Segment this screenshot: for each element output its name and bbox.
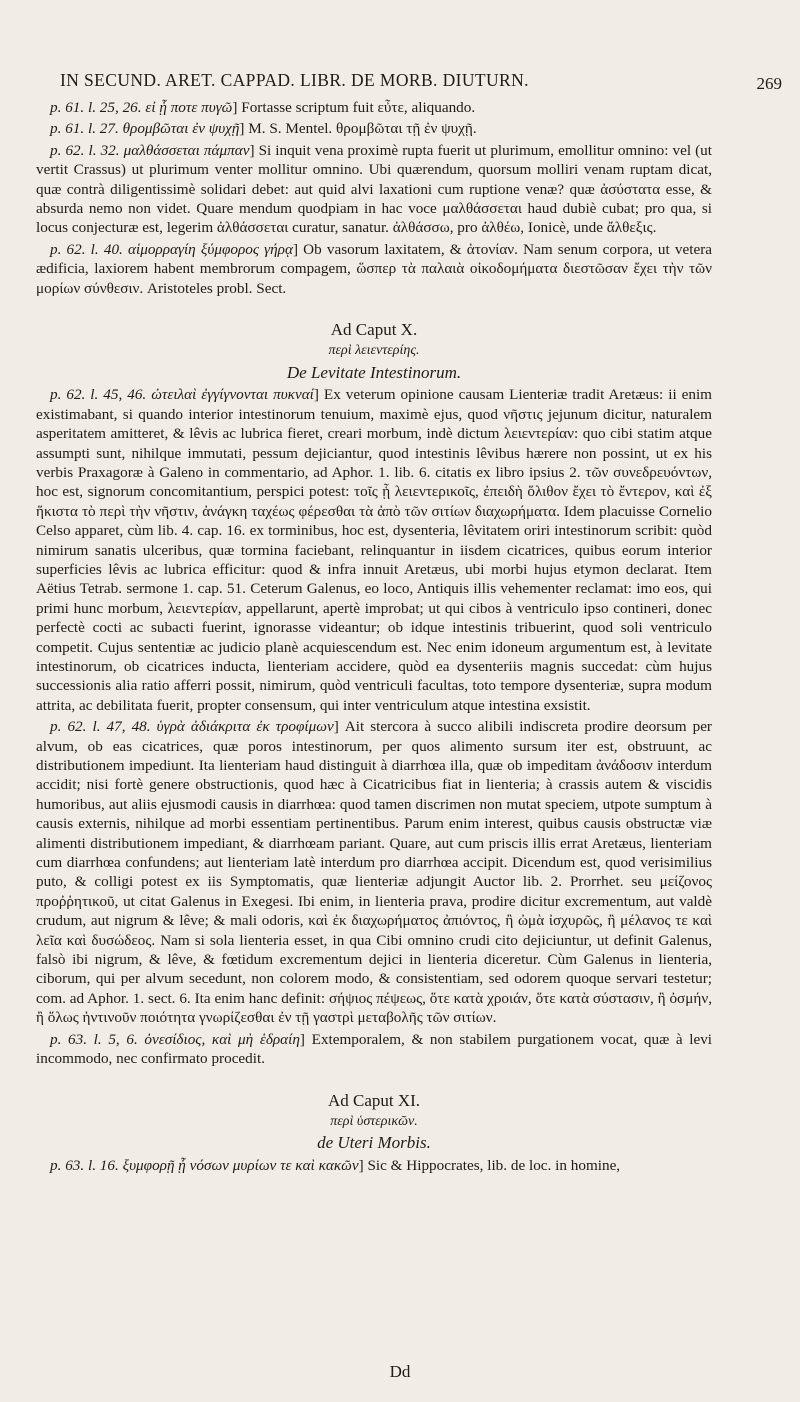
note-reference: p. 62. l. 45, 46. bbox=[50, 386, 147, 404]
note-lemma: εἰ ᾗ ποτε πυγῶ bbox=[145, 99, 233, 116]
note-paragraph bbox=[36, 141, 712, 238]
note-lemma: αἱμορραγίη ξύμφορος γήρᾳ bbox=[128, 240, 293, 258]
chapter-greek-title: περὶ λειεντερίης. bbox=[328, 343, 420, 359]
note-lemma: ὀνεσίδιος, καὶ μὴ ἑδραίη bbox=[144, 1030, 300, 1048]
signature-mark: Dd bbox=[389, 1362, 411, 1381]
note-text: ] Ait stercora à succo alibili indiscreta prodire deorsum per alvum, ob eas cicatrices, quæ poros intestinorum, per quos alimento sursum iter est, obstruunt, ac distributionem impediunt. Ita lienteriam haud distinguit à diarrhœa illa, quæ ob impeditam ἀνάδοσιν interdum accidit; nisi fortè genere obstructionis, quod hæc à Cicatricibus fiat in lienteria; à crassis autem & viscidis humoribus, aut aliis ejusmodi causis in diarrhœa: quod tamen discrimen non mutat speciem, utpote sumptum à causis externis, nihilque ad morbi essentiam pertinentibus. Parum enim interest, quibus causis obstructæ viæ alimenti distributionem impediant, & diarrhœam pariant. Quare, aut cum priscis illis errat Aretæus, lienteriam cum diarrhœa confundens; aut lienteriam latè interdum pro diarrhœa accipit. Dicendum est, quod verisimilius puto, & colligi potest ex iis Symptomatis, quæ lienteriæ adjungit Auctor lib. 2. Prorrhet. seu μείζονος προῤῥητικοῦ, ut citat Galenus in Exegesi. Ibi enim, in lienteria prava, prodire dicitur excrementum, aut valdè crudum, aut nigrum & lêve; & mali odoris, καὶ ἐκ διαχωρήματος ἀπιόντος, ἢ ὠμὰ ἰσχυρῶς, ἢ μέλανος τε καὶ λεῖα καὶ δυσώδεος. Nam si sola lienteria esset, in qua Cibi omnino crudi cito dejiciuntur, ut definit Galenus, falsò ibi nigrum, & lêve, & fœtidum excrementum dejici in lienteria diceretur. Cùm Galenus in lienteria, ciborum, qui per alvum secedunt, non colorem modo, & consistentiam, sed odorem quoque servari testetur; com. ad Aphor. 1. sect. 6. Ita enim hanc definit: σήψιος πέψεως, ὅτε κατὰ χροιάν, ὅτε κατὰ σύστασιν, ἢ ὀσμήν, ἢ ὅλως ἡντινοῦν ποιότητα γνωρίζεσθαι ἐν τῇ γαστρὶ μεταβολῆς τῶν σιτίων. bbox=[36, 718, 712, 1027]
note-text: ] Extemporalem, & non stabilem purgationem vocat, quæ à levi incommodo, nec confirmato procedit. bbox=[36, 1030, 713, 1068]
note-text: ] Si inquit vena proximè rupta fuerit ut plurimum, emollitur omnino: vel (ut vertit Crassus) ut plurimum venter mollitur omnino. Ubi quærendum, quorsum molliri venam ruptam dicat, quæ contrà diligentissimè solidari debet: aut quid alvi laxationi cum ruptione venæ? quæ ἀσύστατα esse, & absurda nemo non videt. Quare mendum quodpiam in hac voce μαλθάσσεται haud dubiè cubat; pro qua, si locus conjecturæ est, legerim ἀλθάσσεται curatur, sanatur. ἀλθάσσω, pro ἀλθέω, Ionicè, unde ἄλθεξις. bbox=[36, 141, 712, 237]
note-paragraph bbox=[36, 1156, 712, 1175]
note-reference: p. 62. l. 32. bbox=[50, 141, 120, 159]
note-reference: p. 61. l. 25, 26. bbox=[50, 99, 142, 116]
chapter-greek-title: περὶ ὑστερικῶν. bbox=[330, 1113, 418, 1129]
note-paragraph bbox=[36, 385, 712, 715]
note-text: ] M. S. Mentel. θρομβῶται τῇ ἐν ψυχῇ. bbox=[239, 120, 477, 138]
note-paragraph bbox=[36, 98, 712, 117]
note-text: ] Sic & Hippocrates, lib. de loc. in homine, bbox=[358, 1156, 621, 1174]
note-reference: p. 63. l. 5, 6. bbox=[50, 1030, 138, 1048]
commentary-body bbox=[36, 98, 712, 1175]
note-reference: p. 63. l. 16. bbox=[50, 1156, 119, 1174]
note-paragraph bbox=[36, 1030, 712, 1069]
running-head: IN SECUND. ARET. CAPPAD. LIBR. DE MORB. DIUTURN. bbox=[60, 70, 529, 90]
page-number: 269 bbox=[756, 74, 782, 93]
note-lemma: ὠτειλαὶ ἐγγίγνονται πυκναί bbox=[151, 386, 314, 404]
note-lemma: θρομβῶται ἐν ψυχῇ bbox=[122, 120, 240, 138]
note-reference: p. 62. l. 47, 48. bbox=[50, 718, 151, 736]
note-text: ] Fortasse scriptum fuit εὖτε, aliquando. bbox=[232, 99, 476, 116]
note-text: ] Ob vasorum laxitatem, & ἀτονίαν. Nam senum corpora, ut vetera ædificia, laxiorem habent membrorum compagem, ὥσπερ τὰ παλαιὰ οἰκοδομήματα διεστῶσαν ἔχει τὴν τῶν μορίων σύνθεσιν. Aristoteles probl. Sect. bbox=[36, 240, 712, 297]
note-paragraph bbox=[36, 717, 712, 1028]
note-lemma: μαλθάσσεται πάμπαν bbox=[123, 141, 250, 159]
note-reference: p. 61. l. 27. bbox=[50, 120, 119, 138]
note-text: ] Ex veterum opinione causam Lienteriæ tradit Aretæus: ii enim existimabant, si quando interior intestinorum tenuium, maximè ejus, quod νῆστις jejunum dicitur, naturalem asperitatem amitteret, & lêvis ac lubrica fieret, creari morbum, indè dictum λειεντερίαν: quo cibi statim atque assumpti sunt, nihilque immutati, pessum dejiciantur, quod intestinis lêvibus hærere non possint, ut ex his verbis Praxagoræ à Galeno in commentario, ad Aphor. 1. lib. 6. citatis ex libro ipsius 2. τῶν συνεδρευόντων, hoc est, signorum concomitantium, perspici potest: τοῖς ᾗ λειεντερικοῖς, ἐπειδὴ ὅλιθον ἔχει τὸ ἔντερον, καὶ ἐξ ἥκιστα τὸ περὶ τὴν νῆστιν, ἀνάγκη ταχέως φέρεσθαι τὰ ἀπὸ τῶν σιτίων διαχωρήματα. Idem placuisse Cornelio Celso apparet, cùm lib. 4. cap. 16. ex torminibus, hoc est, dysenteria, lêvitatem oriri intestinorum scribit: quòd nimirum sanatis ulceribus, quæ tormina faciebant, relinquantur in iisdem cicatrices, quibus eorum interior superficies lêvis ac lubrica efficitur: quod & infra innuit Aretæus, ubi morbi hujus etymon declarat. Item Aëtius Tetrab. sermone 1. cap. 51. Ceterum Galenus, eo loco, Antiquis illis vehementer reclamat: imo eos, qui primi hunc morbum, λειεντερίαν, appellarunt, apertè improbat; ut qui cibos à ventriculo ipso contineri, donec perfectè cocti ac subacti fuerint, ignorasse videantur; ob idque intestinis tribuerint, quod soli ventriculo competit. Cujus sententiæ ac judicio planè acquiescendum est. Nec enim idoneum argumentum est, à levitate intestinorum, ob cicatrices inducta, lienteriam accidere, quòd ea dysenteriis magnis succedat: cùm hujus successionis alia ratio afferri possit, nimirum, quòd ventriculi facultas, toto tempore dysenteriæ, supra modum attrita, ac debilitata fuerit, propter consensum, qui inter ventriculum atque intestina exsistit. bbox=[36, 386, 712, 714]
note-reference: p. 62. l. 40. bbox=[50, 240, 123, 258]
chapter-heading: Ad Caput X. bbox=[330, 320, 418, 340]
chapter-heading: Ad Caput XI. bbox=[327, 1090, 421, 1110]
note-lemma: ξυμφορῇ ᾗ νόσων μυρίων τε καὶ κακῶν bbox=[122, 1156, 359, 1174]
chapter-title: De Levitate Intestinorum. bbox=[286, 362, 462, 382]
note-lemma: ὑγρὰ ἀδιάκριτα ἐκ τροφίμων bbox=[156, 718, 334, 736]
chapter-title: de Uteri Morbis. bbox=[317, 1133, 431, 1153]
note-paragraph bbox=[36, 119, 712, 138]
note-paragraph bbox=[36, 240, 712, 298]
